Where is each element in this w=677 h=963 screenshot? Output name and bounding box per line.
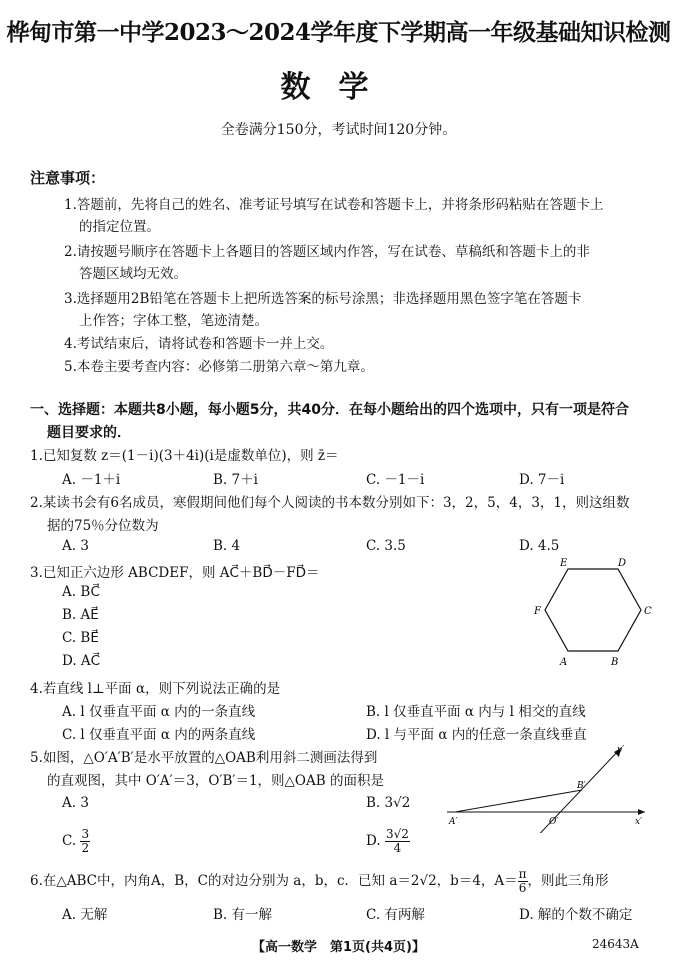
- q1-stem: 1.已知复数 z＝(1－i)(3＋4i)(i是虚数单位)，则 z̄＝: [30, 448, 339, 464]
- q5-option-a: A. 3: [62, 795, 89, 811]
- exam-info: 全卷满分150分，考试时间120分钟。: [220, 122, 457, 138]
- q2-option-b: B. 4: [213, 538, 241, 554]
- paper-code: 24643A: [592, 937, 639, 951]
- q6-frac-denominator: 6: [518, 881, 527, 895]
- q2-option-a: A. 3: [62, 538, 89, 554]
- q1-option-a: A. －1＋i: [62, 472, 121, 488]
- hexagon-shape: [545, 569, 641, 651]
- hexagon-label-d: D: [618, 558, 627, 569]
- q1-option-b: B. 7＋i: [213, 472, 258, 488]
- q6-option-d: D. 解的个数不确定: [519, 907, 633, 923]
- q6-stem: 6.在△ABC中，内角A，B，C的对边分别为 a，b，c．已知 a＝2√2，b＝4，A＝ $\frac{\pi}{6}$ ，则此三角形: [30, 867, 609, 895]
- hexagon-label-b: B: [611, 657, 619, 668]
- q4-option-d: D. l 与平面 α 内的任意一条直线垂直: [366, 727, 587, 743]
- q3-option-c: C. BE⃗: [62, 630, 99, 646]
- notice-heading: 注意事项：: [30, 169, 106, 187]
- q5-c-numerator: 3: [81, 827, 90, 841]
- q5-d-numerator: 3√2: [385, 827, 409, 841]
- q3-stem: 3.已知正六边形 ABCDEF，则 AC⃗＋BD⃗－FD⃗＝: [30, 565, 320, 581]
- q2-stem: 2.某读书会有6名成员，寒假期间他们每个人阅读的书本数分别如下：3，2，5，4，3，1，则这组数: [30, 495, 630, 511]
- hexagon-label-f: F: [534, 606, 541, 617]
- q5-option-c: C. $\frac{3}{2}$: [62, 827, 90, 855]
- section-heading-cont: 题目要求的．: [47, 425, 131, 441]
- notice-line: 3.选择题用2B铅笔在答题卡上把所选答案的标号涂黑；非选择题用黑色签字笔在答题卡: [64, 291, 582, 307]
- q5-stem-cont: 的直观图，其中 O′A′＝3，O′B′＝1，则△OAB 的面积是: [47, 773, 384, 789]
- notice-line: 5.本卷主要考查内容：必修第二册第六章～第九章。: [64, 359, 374, 375]
- q4-stem: 4.若直线 l⊥平面 α，则下列说法正确的是: [30, 681, 281, 697]
- notice-line: 上作答；字体工整，笔迹清楚。: [79, 313, 268, 329]
- section-heading: 一、选择题：本题共8小题，每小题5分，共40分．在每小题给出的四个选项中，只有一项是符合: [30, 402, 629, 418]
- q5-option-d: D. $\frac{3√2}{4}$: [366, 827, 409, 855]
- q6-option-c: C. 有两解: [366, 907, 425, 923]
- q4-option-c: C. l 仅垂直平面 α 内的两条直线: [62, 727, 256, 743]
- exam-title: 桦甸市第一中学2023～2024学年度下学期高一年级基础知识检测: [6, 19, 671, 46]
- q1-option-d: D. 7－i: [519, 472, 565, 488]
- q6-option-a: A. 无解: [62, 907, 108, 923]
- q6-frac-numerator: π: [518, 867, 527, 881]
- hexagon-label-a: A: [560, 657, 568, 668]
- label-b-prime: B′: [577, 781, 586, 791]
- q6-option-b: B. 有一解: [213, 907, 273, 923]
- hexagon-label-c: C: [644, 606, 652, 617]
- label-y-prime: y′: [617, 745, 625, 755]
- hexagon-figure: [520, 555, 660, 670]
- q5-option-b: B. 3√2: [366, 795, 411, 811]
- q5-c-denominator: 2: [81, 841, 90, 855]
- notice-line: 2.请按题号顺序在答题卡上各题目的答题区域内作答，写在试卷、草稿纸和答题卡上的非: [64, 244, 590, 260]
- notice-line: 答题区域均无效。: [79, 266, 187, 282]
- q1-option-c: C. －1－i: [366, 472, 425, 488]
- q2-stem-cont: 据的75％分位数为: [47, 518, 159, 534]
- y-axis-line: [530, 748, 621, 833]
- q3-option-d: D. AC⃗: [62, 653, 101, 669]
- q4-option-b: B. l 仅垂直平面 α 内与 l 相交的直线: [366, 704, 586, 720]
- q5-d-denominator: 4: [393, 841, 402, 855]
- subject-title: 数学: [280, 70, 397, 105]
- page-footer: 【高一数学 第1页(共4页)】: [252, 940, 425, 955]
- notice-line: 4.考试结束后，请将试卷和答题卡一并上交。: [64, 336, 334, 352]
- q3-option-b: B. AE⃗: [62, 607, 99, 623]
- q4-option-a: A. l 仅垂直平面 α 内的一条直线: [62, 704, 256, 720]
- hexagon-label-e: E: [560, 558, 568, 569]
- q5-stem: 5.如图，△O′A′B′是水平放置的△OAB利用斜二测画法得到: [30, 750, 378, 766]
- notice-line: 1.答题前，先将自己的姓名、准考证号填写在试卷和答题卡上，并将条形码粘贴在答题卡上: [64, 197, 604, 213]
- notice-line: 的指定位置。: [79, 219, 160, 235]
- q2-option-d: D. 4.5: [519, 538, 560, 554]
- label-o-prime: O′: [549, 817, 559, 827]
- label-x-prime: x′: [635, 817, 643, 827]
- oblique-drawing-figure: [445, 738, 655, 833]
- label-a-prime: A′: [449, 817, 458, 827]
- q3-option-a: A. BC⃗: [62, 584, 100, 600]
- x-axis-arrow: [638, 809, 645, 815]
- q2-option-c: C. 3.5: [366, 538, 406, 554]
